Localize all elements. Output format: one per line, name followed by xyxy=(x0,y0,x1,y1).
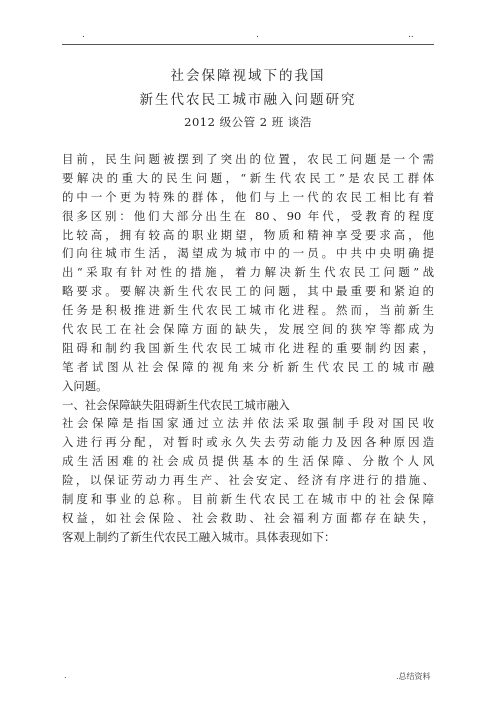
footer-left-mark: . xyxy=(64,671,67,680)
body-line: 代农民工在社会保障方面的缺失，发展空间的狭窄等都成为 xyxy=(62,322,434,337)
body-line: 笔者试图从社会保障的视角来分析新生代农民工的城市融 xyxy=(62,359,434,374)
body-line: 入问题。 xyxy=(62,378,108,393)
body-line: 任务是积极推进新生代农民工城市化进程。然而，当前新生 xyxy=(62,303,434,318)
footer-right-label: .总结资料 xyxy=(396,672,431,681)
body-line: 比较高，拥有较高的职业期望，物质和精神享受要求高，他 xyxy=(62,227,434,242)
header-left-mark: . xyxy=(82,30,85,40)
body-line: 权益，如社会保险、社会救助、社会福利方面都存在缺失， xyxy=(62,510,434,525)
body-line: 客观上制约了新生代农民工融入城市。具体表现如下： xyxy=(62,529,336,544)
body-line: 社会保障是指国家通过立法并依法采取强制手段对国民收 xyxy=(62,416,434,431)
body-line: 很多区别：他们大部分出生在 80、90 年代，受教育的程度 xyxy=(62,208,434,223)
body-line: 成生活困难的社会成员提供基本的生活保障、分散个人风 xyxy=(62,454,434,469)
title-line-2: 新生代农民工城市融入问题研究 xyxy=(139,92,357,108)
header-rule xyxy=(62,44,434,45)
body-line: 制度和事业的总称。目前新生代农民工在城市中的社会保障 xyxy=(62,492,434,507)
header-middle-mark: . xyxy=(256,30,259,40)
section-heading: 一、社会保障缺失阻碍新生代农民工城市融入 xyxy=(62,397,290,412)
title-line-1: 社会保障视域下的我国 xyxy=(170,68,326,84)
body-line: 出“采取有针对性的措施，着力解决新生代农民工问题”战 xyxy=(62,265,434,280)
body-line: 险，以保证劳动力再生产、社会安定、经济有序进行的措施、 xyxy=(62,473,434,488)
header-right-mark: .. xyxy=(408,30,414,40)
body-line: 要解决的重大的民生问题，“新生代农民工”是农民工群体 xyxy=(62,170,434,185)
body-line: 略要求。要解决新生代农民工的问题，其中最重要和紧迫的 xyxy=(62,284,434,299)
body-text xyxy=(62,150,434,547)
body-line: 阻碍和制约我国新生代农民工城市化进程的重要制约因素， xyxy=(62,340,434,355)
author-line: 2012 级公管 2 班 谈浩 xyxy=(184,115,312,129)
body-line: 们向往城市生活，渴望成为城市中的一员。中共中央明确提 xyxy=(62,246,434,261)
body-line: 入进行再分配，对暂时或永久失去劳动能力及因各种原因造 xyxy=(62,435,434,450)
body-line: 的中一个更为特殊的群体，他们与上一代的农民工相比有着 xyxy=(62,189,434,204)
body-line: 目前，民生问题被摆到了突出的位置，农民工问题是一个需 xyxy=(62,152,434,166)
